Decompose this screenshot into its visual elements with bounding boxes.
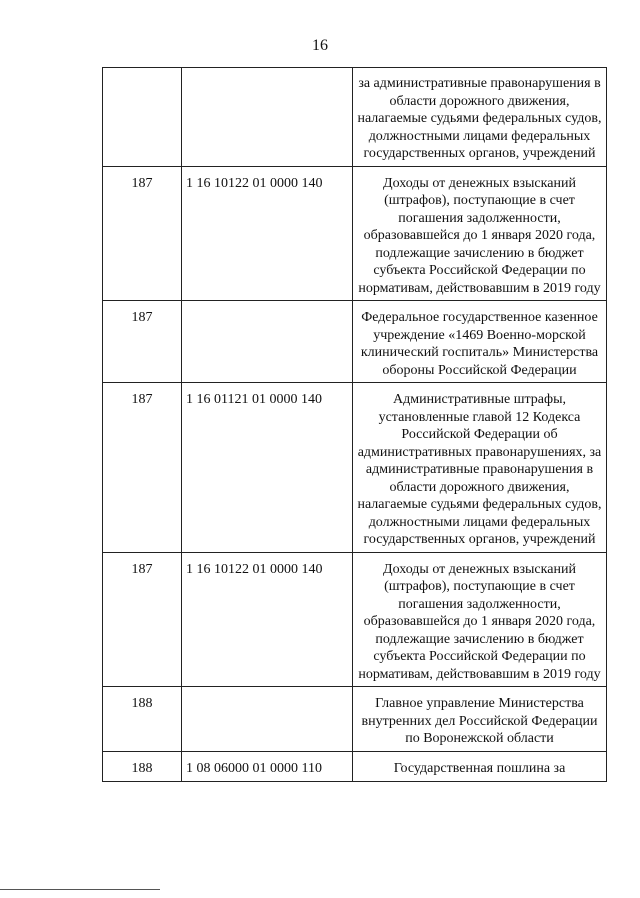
admin-code-cell: 187 bbox=[103, 552, 182, 687]
page-number: 16 bbox=[312, 37, 328, 54]
admin-code-cell: 187 bbox=[103, 166, 182, 301]
table-row bbox=[103, 301, 607, 383]
description-cell: Государственная пошлина за bbox=[353, 751, 607, 782]
kbk-code-cell bbox=[182, 68, 353, 167]
table-row bbox=[103, 687, 607, 752]
admin-code-cell: 187 bbox=[103, 383, 182, 553]
admin-code-cell: 188 bbox=[103, 687, 182, 752]
description-cell: Федеральное государственное казенное учреждение «1469 Военно-морской клинический госпиталь» Министерства обороны Российской Федерации bbox=[353, 301, 607, 383]
description-cell: Административные штрафы, установленные главой 12 Кодекса Российской Федерации об административных правонарушениях, за административные правонарушения в области дорожного движения, налагаемые судьями федеральных судов, должностными лицами федеральных государственных органов, учреждений bbox=[353, 383, 607, 553]
table-row bbox=[103, 68, 607, 167]
footer-divider bbox=[0, 889, 160, 890]
kbk-code-cell: 1 16 01121 01 0000 140 bbox=[182, 383, 353, 553]
kbk-code-cell bbox=[182, 301, 353, 383]
admin-code-cell: 188 bbox=[103, 751, 182, 782]
admin-code-cell bbox=[103, 68, 182, 167]
kbk-code-cell: 1 16 10122 01 0000 140 bbox=[182, 166, 353, 301]
table-row bbox=[103, 751, 607, 782]
description-cell: Доходы от денежных взысканий (штрафов), поступающие в счет погашения задолженности, образовавшейся до 1 января 2020 года, подлежащие зачислению в бюджет субъекта Российской Федерации по нормативам, действовавшим в 2019 году bbox=[353, 552, 607, 687]
kbk-code-cell bbox=[182, 687, 353, 752]
kbk-code-cell: 1 08 06000 01 0000 110 bbox=[182, 751, 353, 782]
description-cell: Доходы от денежных взысканий (штрафов), поступающие в счет погашения задолженности, образовавшейся до 1 января 2020 года, подлежащие зачислению в бюджет субъекта Российской Федерации по нормативам, действовавшим в 2019 году bbox=[353, 166, 607, 301]
table-row bbox=[103, 552, 607, 687]
table-row bbox=[103, 383, 607, 553]
description-cell: Главное управление Министерства внутренних дел Российской Федерации по Воронежской области bbox=[353, 687, 607, 752]
kbk-code-cell: 1 16 10122 01 0000 140 bbox=[182, 552, 353, 687]
budget-classification-table bbox=[102, 67, 607, 782]
admin-code-cell: 187 bbox=[103, 301, 182, 383]
table-row bbox=[103, 166, 607, 301]
description-cell: за административные правонарушения в области дорожного движения, налагаемые судьями федеральных судов, должностными лицами федеральных государственных органов, учреждений bbox=[353, 68, 607, 167]
